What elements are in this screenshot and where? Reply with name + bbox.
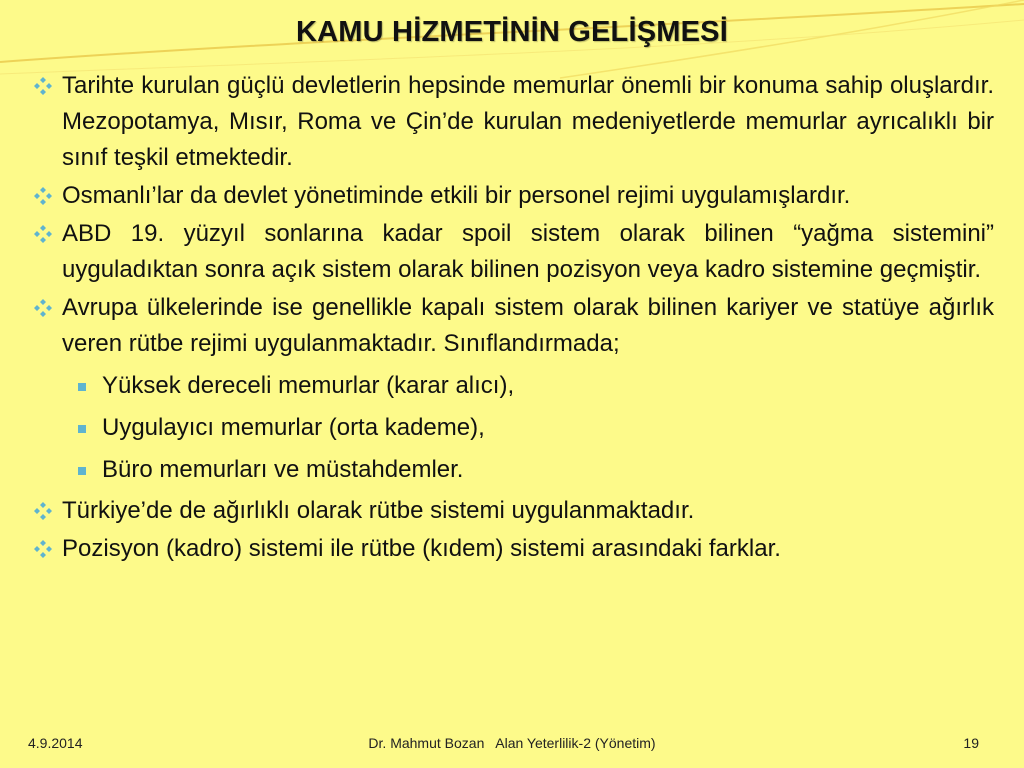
- diamond-cluster-icon: [34, 540, 52, 558]
- sub-bullet-item: [34, 410, 994, 446]
- bullet-item: [34, 531, 994, 567]
- bullet-item: [34, 178, 994, 214]
- footer-page-number: 19: [963, 735, 979, 751]
- square-bullet-icon: [78, 425, 86, 433]
- footer-date: 4.9.2014: [28, 735, 83, 751]
- diamond-cluster-icon: [34, 502, 52, 520]
- slide-title: KAMU HİZMETİNİN GELİŞMESİ: [296, 16, 728, 48]
- diamond-cluster-icon: [34, 225, 52, 243]
- bullet-item: [34, 290, 994, 362]
- bullet-text: Avrupa ülkelerinde ise genellikle kapalı sistem olarak bilinen kariyer ve statüye ağırlık veren rütbe rejimi uygulanmaktadır. Sınıflandırmada;: [62, 294, 994, 357]
- square-bullet-icon: [78, 383, 86, 391]
- bullet-text: Türkiye’de de ağırlıklı olarak rütbe sistemi uygulanmaktadır.: [62, 497, 695, 524]
- bullet-item: [34, 216, 994, 288]
- sub-bullet-text: Yüksek dereceli memurlar (karar alıcı),: [102, 372, 515, 399]
- bullet-text: Osmanlı’lar da devlet yönetiminde etkili bir personel rejimi uygulamışlardır.: [62, 182, 851, 209]
- bullet-text: Tarihte kurulan güçlü devletlerin hepsinde memurlar önemli bir konuma sahip oluşlardır. Mezopotamya, Mısır, Roma ve Çin’de kurulan medeniyetlerde memurlar ayrıcalıklı bir sınıf teşkil etmektedir.: [62, 72, 994, 171]
- diamond-cluster-icon: [34, 77, 52, 95]
- footer-author: Dr. Mahmut Bozan Alan Yeterlilik-2 (Yönetim): [368, 735, 656, 751]
- bullet-item: [34, 493, 994, 529]
- sub-bullet-item: [34, 368, 994, 404]
- bullet-item: [34, 68, 994, 176]
- square-bullet-icon: [78, 467, 86, 475]
- diamond-cluster-icon: [34, 187, 52, 205]
- bullet-text: ABD 19. yüzyıl sonlarına kadar spoil sistem olarak bilinen “yağma sistemini” uyguladıktan sonra açık sistem olarak bilinen pozisyon veya kadro sistemine geçmiştir.: [62, 220, 994, 283]
- slide-content: [34, 68, 994, 569]
- sub-bullet-item: [34, 452, 994, 488]
- bullet-text: Pozisyon (kadro) sistemi ile rütbe (kıdem) sistemi arasındaki farklar.: [62, 535, 781, 562]
- sub-bullet-text: Uygulayıcı memurlar (orta kademe),: [102, 414, 485, 441]
- sub-bullet-text: Büro memurları ve müstahdemler.: [102, 456, 464, 483]
- diamond-cluster-icon: [34, 299, 52, 317]
